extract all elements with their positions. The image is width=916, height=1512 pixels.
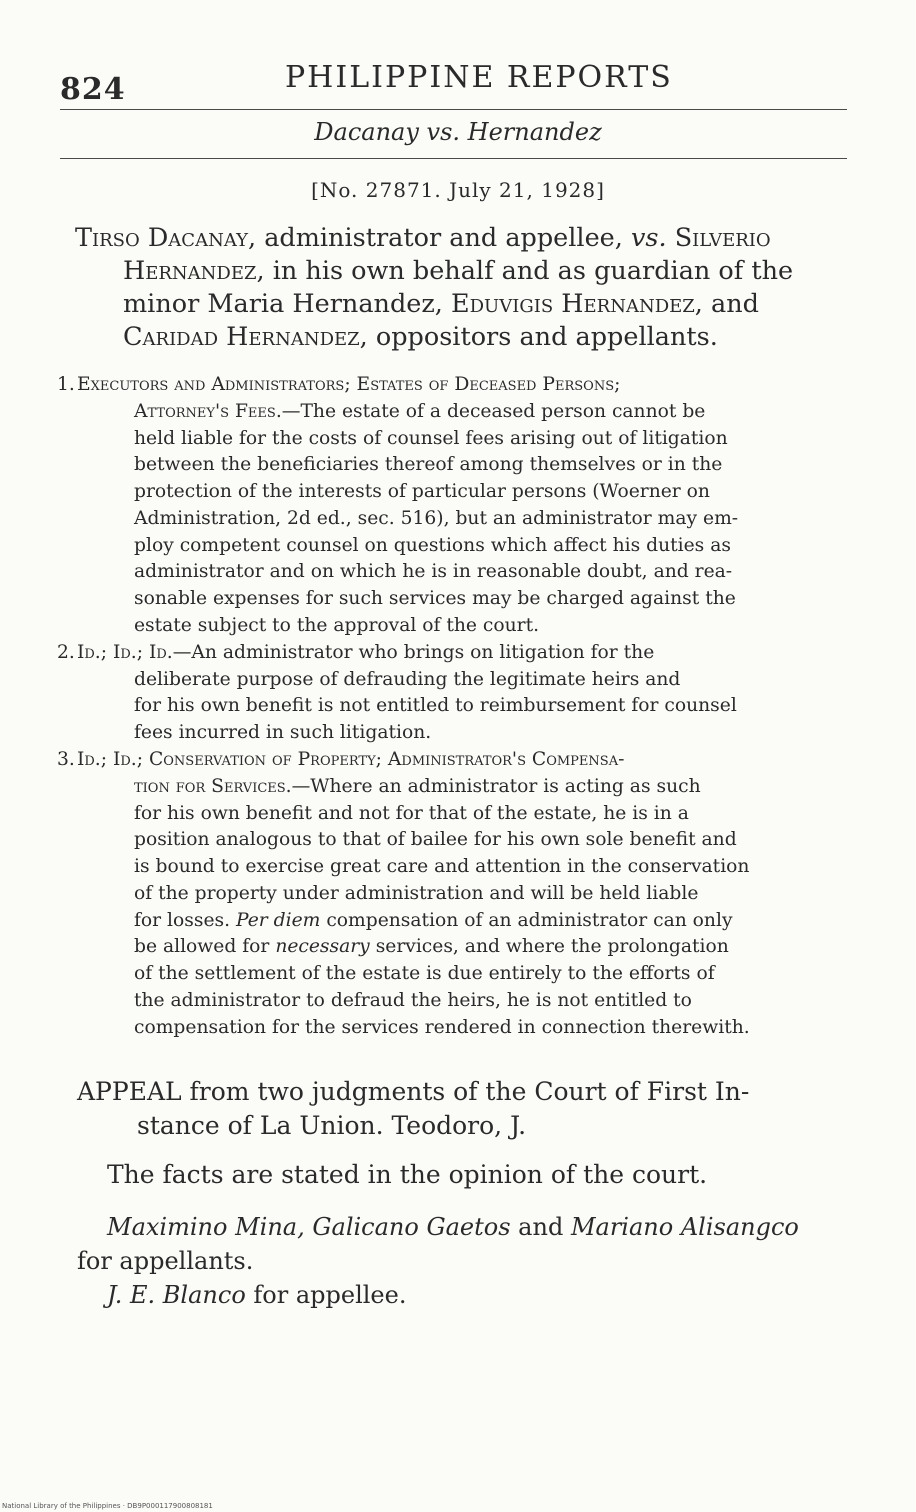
header-rule-top — [60, 109, 847, 110]
party-name: Caridad Hernandez — [123, 321, 360, 352]
case-parties — [75, 222, 850, 354]
headnote-1: 1. Executors and Administrators; Estates of Deceased Persons; — [57, 374, 621, 395]
case-title: Dacanay vs. Hernandez — [314, 118, 602, 146]
running-head: PHILIPPINE REPORTS — [285, 60, 673, 95]
headnote-3: 3. Id.; Id.; Conservation of Property; Administrator's Compensa- — [57, 748, 625, 770]
headnote-2: 2. Id.; Id.; Id.—An administrator who brings on litigation for the — [57, 641, 655, 663]
party-name: Hernandez — [123, 255, 257, 286]
counsel-listing: Maximino Mina, Galicano Gaetos and Mariano Alisangco for appellants. J. E. Blanco for appellee. — [77, 1210, 799, 1312]
parties-line-2: Hernandez, in his own behalf and as guardian of the — [123, 255, 794, 286]
header-rule-bottom — [60, 158, 847, 159]
appeal-statement: APPEAL from two judgments of the Court of First In- stance of La Union. Teodoro, J. — [77, 1077, 750, 1140]
docket-line: [No. 27871. July 21, 1928] — [311, 178, 605, 202]
counsel-appellants: Maximino Mina, Galicano Gaetos and Mariano Alisangco — [107, 1213, 799, 1241]
parties-line-4: Caridad Hernandez, oppositors and appellants. — [123, 321, 718, 352]
party-name: Eduvigis Hernandez — [451, 288, 695, 319]
counsel-appellee: J. E. Blanco for appellee. — [107, 1281, 407, 1310]
parties-line-1: Tirso Dacanay, administrator and appellee, vs. Silverio — [75, 223, 771, 253]
parties-line-3: minor Maria Hernandez, Eduvigis Hernandez, and — [123, 288, 759, 319]
page-number: 824 — [60, 72, 126, 107]
facts-statement: The facts are stated in the opinion of the court. — [107, 1160, 708, 1189]
party-name: Tirso Dacanay — [75, 223, 248, 253]
scan-footer: National Library of the Philippines · DB9P000117900808181 — [2, 1502, 213, 1510]
party-name: Silverio — [674, 223, 771, 253]
syllabus-headnotes: 1. Executors and Administrators; Estates of Deceased Persons; Attorney's Fees.—The estate of a deceased person cannot be held liable for the costs of counsel fees arising out of litigation between the beneficiaries thereof among themselves or in the protection of the interests of particular persons (Woerner on Administration, 2d ed., sec. 516), but an administrator may em- ploy competent counsel on questions which affect his duties as administrator and on which he is in reasonable doubt, and rea- sonable expenses for such services may be charged against the estate subject to the approval of the court. 2. Id.; Id.; Id.—An administrator who brings on litigation for the deliberate purpose of defrauding the legitimate heirs and for his own benefit is not entitled to reimbursement for counsel fees incurred in such litigation. 3. Id.; Id.; Conservation of Property; Administrator's Compensa- tion for Services.—Where an administrator is acting as such for his own benefit and not for that of the estate, he is in a position analogous to that of bailee for his own sole benefit and is bound to exercise great care and attention in the conservation of the property under administration and will be held liable for losses. Per diem compensation of an administrator can only be allowed for necessary services, and where the prolongation of the settlement of the estate is due entirely to the efforts of the administrator to defraud the heirs, he is not entitled to compensation for the services rendered in connection therewith. — [57, 372, 857, 1042]
